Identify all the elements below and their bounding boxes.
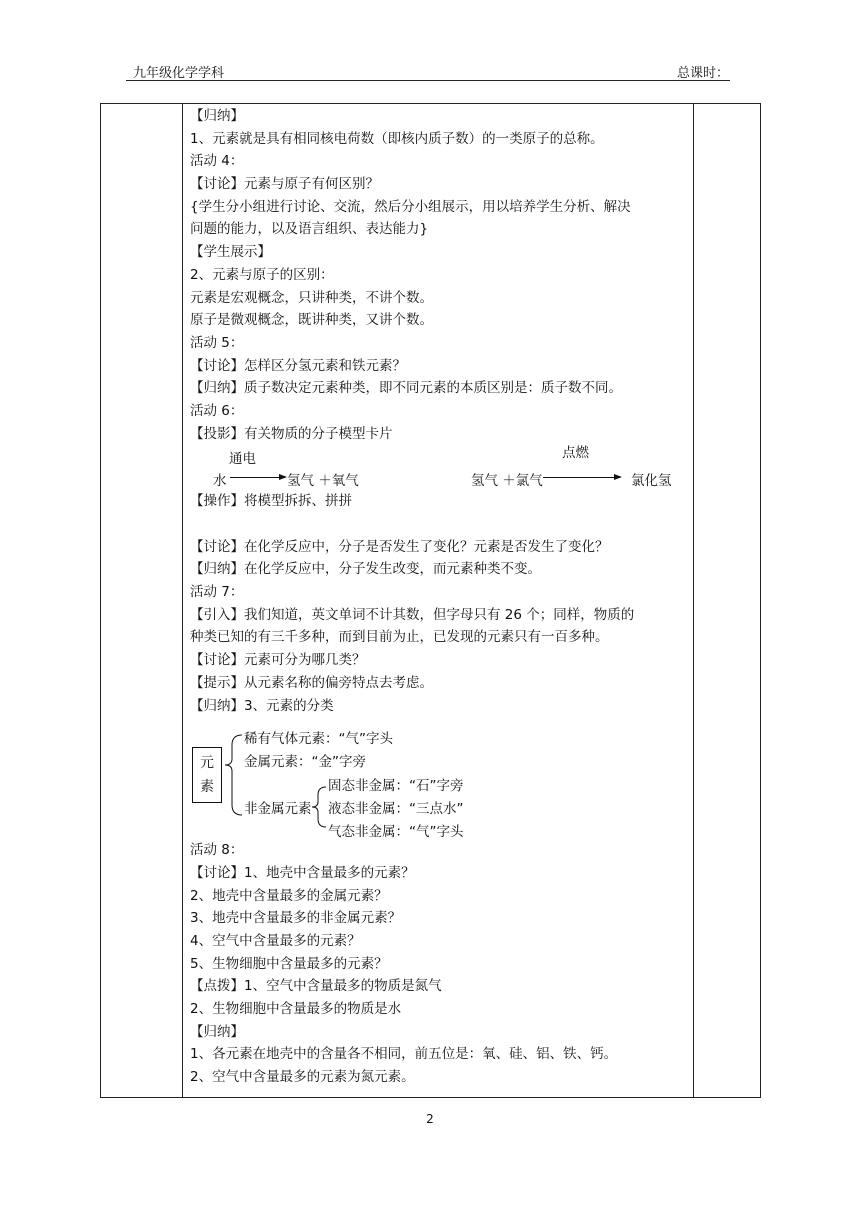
text-line: 3、地壳中含量最多的非金属元素？ xyxy=(190,910,402,927)
text-line: 【归纳】质子数决定元素种类，即不同元素的本质区别是：质子数不同。 xyxy=(190,380,622,397)
content-lines-top xyxy=(190,105,690,445)
text-line: 【归纳】3、元素的分类 xyxy=(190,697,334,714)
text-line: 【归纳】 xyxy=(190,1023,244,1040)
content-lines-bottom xyxy=(190,839,690,1089)
text-line: 活动 4： xyxy=(190,153,244,170)
text-line: 活动 6： xyxy=(190,402,244,419)
text-line: 【讨论】元素与原子有何区别？ xyxy=(190,176,379,193)
reaction2-condition: 点燃 xyxy=(562,445,589,462)
text-line: 【归纳】 xyxy=(190,108,244,124)
reaction1-arrow xyxy=(230,477,285,478)
reaction1-condition: 通电 xyxy=(229,451,256,468)
reaction1-reactant: 水 xyxy=(213,473,227,490)
text-line: 种类已知的有三千多种，而到目前为止，已发现的元素只有一百多种。 xyxy=(190,629,609,646)
text-line: 【操作】将模型拆拆、拼拼 xyxy=(190,493,352,510)
reaction2-arrow xyxy=(543,477,620,478)
page-header-total-lessons: 总课时： xyxy=(676,66,729,81)
text-line: 活动 8： xyxy=(190,842,244,859)
reaction2-product: 氯化氢 xyxy=(631,473,672,490)
element-classification-diagram xyxy=(190,721,690,839)
text-line: 【讨论】元素可分为哪几类？ xyxy=(190,652,366,669)
reaction1-products: 氢气 ＋氧气 xyxy=(287,473,359,490)
page-number: 2 xyxy=(426,1112,434,1126)
reaction2-reactants: 氢气 ＋氯气 xyxy=(471,473,543,490)
text-line: 【学生展示】 xyxy=(190,244,271,261)
solid-nonmetal-label: 固态非金属：“石”字旁 xyxy=(328,778,464,795)
text-line: 2、空气中含量最多的元素为氮元素。 xyxy=(190,1069,415,1086)
content-lines-mid xyxy=(190,490,690,717)
text-line: 活动 5： xyxy=(190,334,244,351)
text-line: 【讨论】在化学反应中，分子是否发生了变化？元素是否发生了变化？ xyxy=(190,538,609,555)
text-line: 【提示】从元素名称的偏旁特点去考虑。 xyxy=(190,674,433,691)
gas-nonmetal-label: 气态非金属：“气”字头 xyxy=(328,824,464,841)
text-line: 【点拨】1、空气中含量最多的物质是氮气 xyxy=(190,978,442,995)
metal-label: 金属元素：“金”字旁 xyxy=(244,754,366,771)
liquid-nonmetal-label: 液态非金属：“三点水” xyxy=(328,801,464,818)
main-brace xyxy=(225,735,242,815)
text-line: 元素是宏观概念，只讲种类，不讲个数。 xyxy=(190,289,433,306)
text-line: 2、生物细胞中含量最多的物质是水 xyxy=(190,1001,402,1017)
table-column-divider xyxy=(693,104,694,1097)
nonmetal-brace xyxy=(312,787,326,827)
text-line: 2、元素与原子的区别： xyxy=(190,266,334,283)
text-line: 活动 7： xyxy=(190,584,244,601)
root-label-bottom: 素 xyxy=(200,779,214,796)
root-label-top: 元 xyxy=(200,755,214,772)
text-line: 原子是微观概念，既讲种类，又讲个数。 xyxy=(190,312,433,329)
reaction-equations xyxy=(190,445,690,490)
lesson-content xyxy=(190,105,690,1089)
blank-line xyxy=(190,513,690,536)
header-rule xyxy=(126,80,730,81)
table-column-divider xyxy=(182,104,183,1097)
text-line: 2、地壳中含量最多的金属元素？ xyxy=(190,887,388,904)
text-line: 4、空气中含量最多的元素？ xyxy=(190,932,361,949)
text-line: 5、生物细胞中含量最多的元素？ xyxy=(190,955,388,972)
text-line: 1、各元素在地壳中的含量各不相同，前五位是：氧、硅、铝、铁、钙。 xyxy=(190,1046,618,1063)
text-line: 【讨论】1、地壳中含量最多的元素？ xyxy=(190,864,415,881)
text-line: 【讨论】怎样区分氢元素和铁元素？ xyxy=(190,357,406,374)
nonmetal-label: 非金属元素 xyxy=(244,801,312,818)
rare-gas-label: 稀有气体元素：“气”字头 xyxy=(244,731,393,748)
page-header-subject: 九年级化学学科 xyxy=(133,66,225,81)
text-line: 1、元素就是具有相同核电荷数（即核内质子数）的一类原子的总称。 xyxy=(190,130,604,147)
text-line: 【归纳】在化学反应中，分子发生改变，而元素种类不变。 xyxy=(190,561,541,578)
text-line: 【投影】有关物质的分子模型卡片 xyxy=(190,425,393,442)
text-line: 问题的能力，以及语言组织、表达能力} xyxy=(190,221,429,238)
text-line: {学生分小组进行讨论、交流，然后分小组展示，用以培养学生分析、解决 xyxy=(190,198,631,215)
text-line: 【引入】我们知道，英文单词不计其数，但字母只有 26 个；同样，物质的 xyxy=(190,606,635,623)
